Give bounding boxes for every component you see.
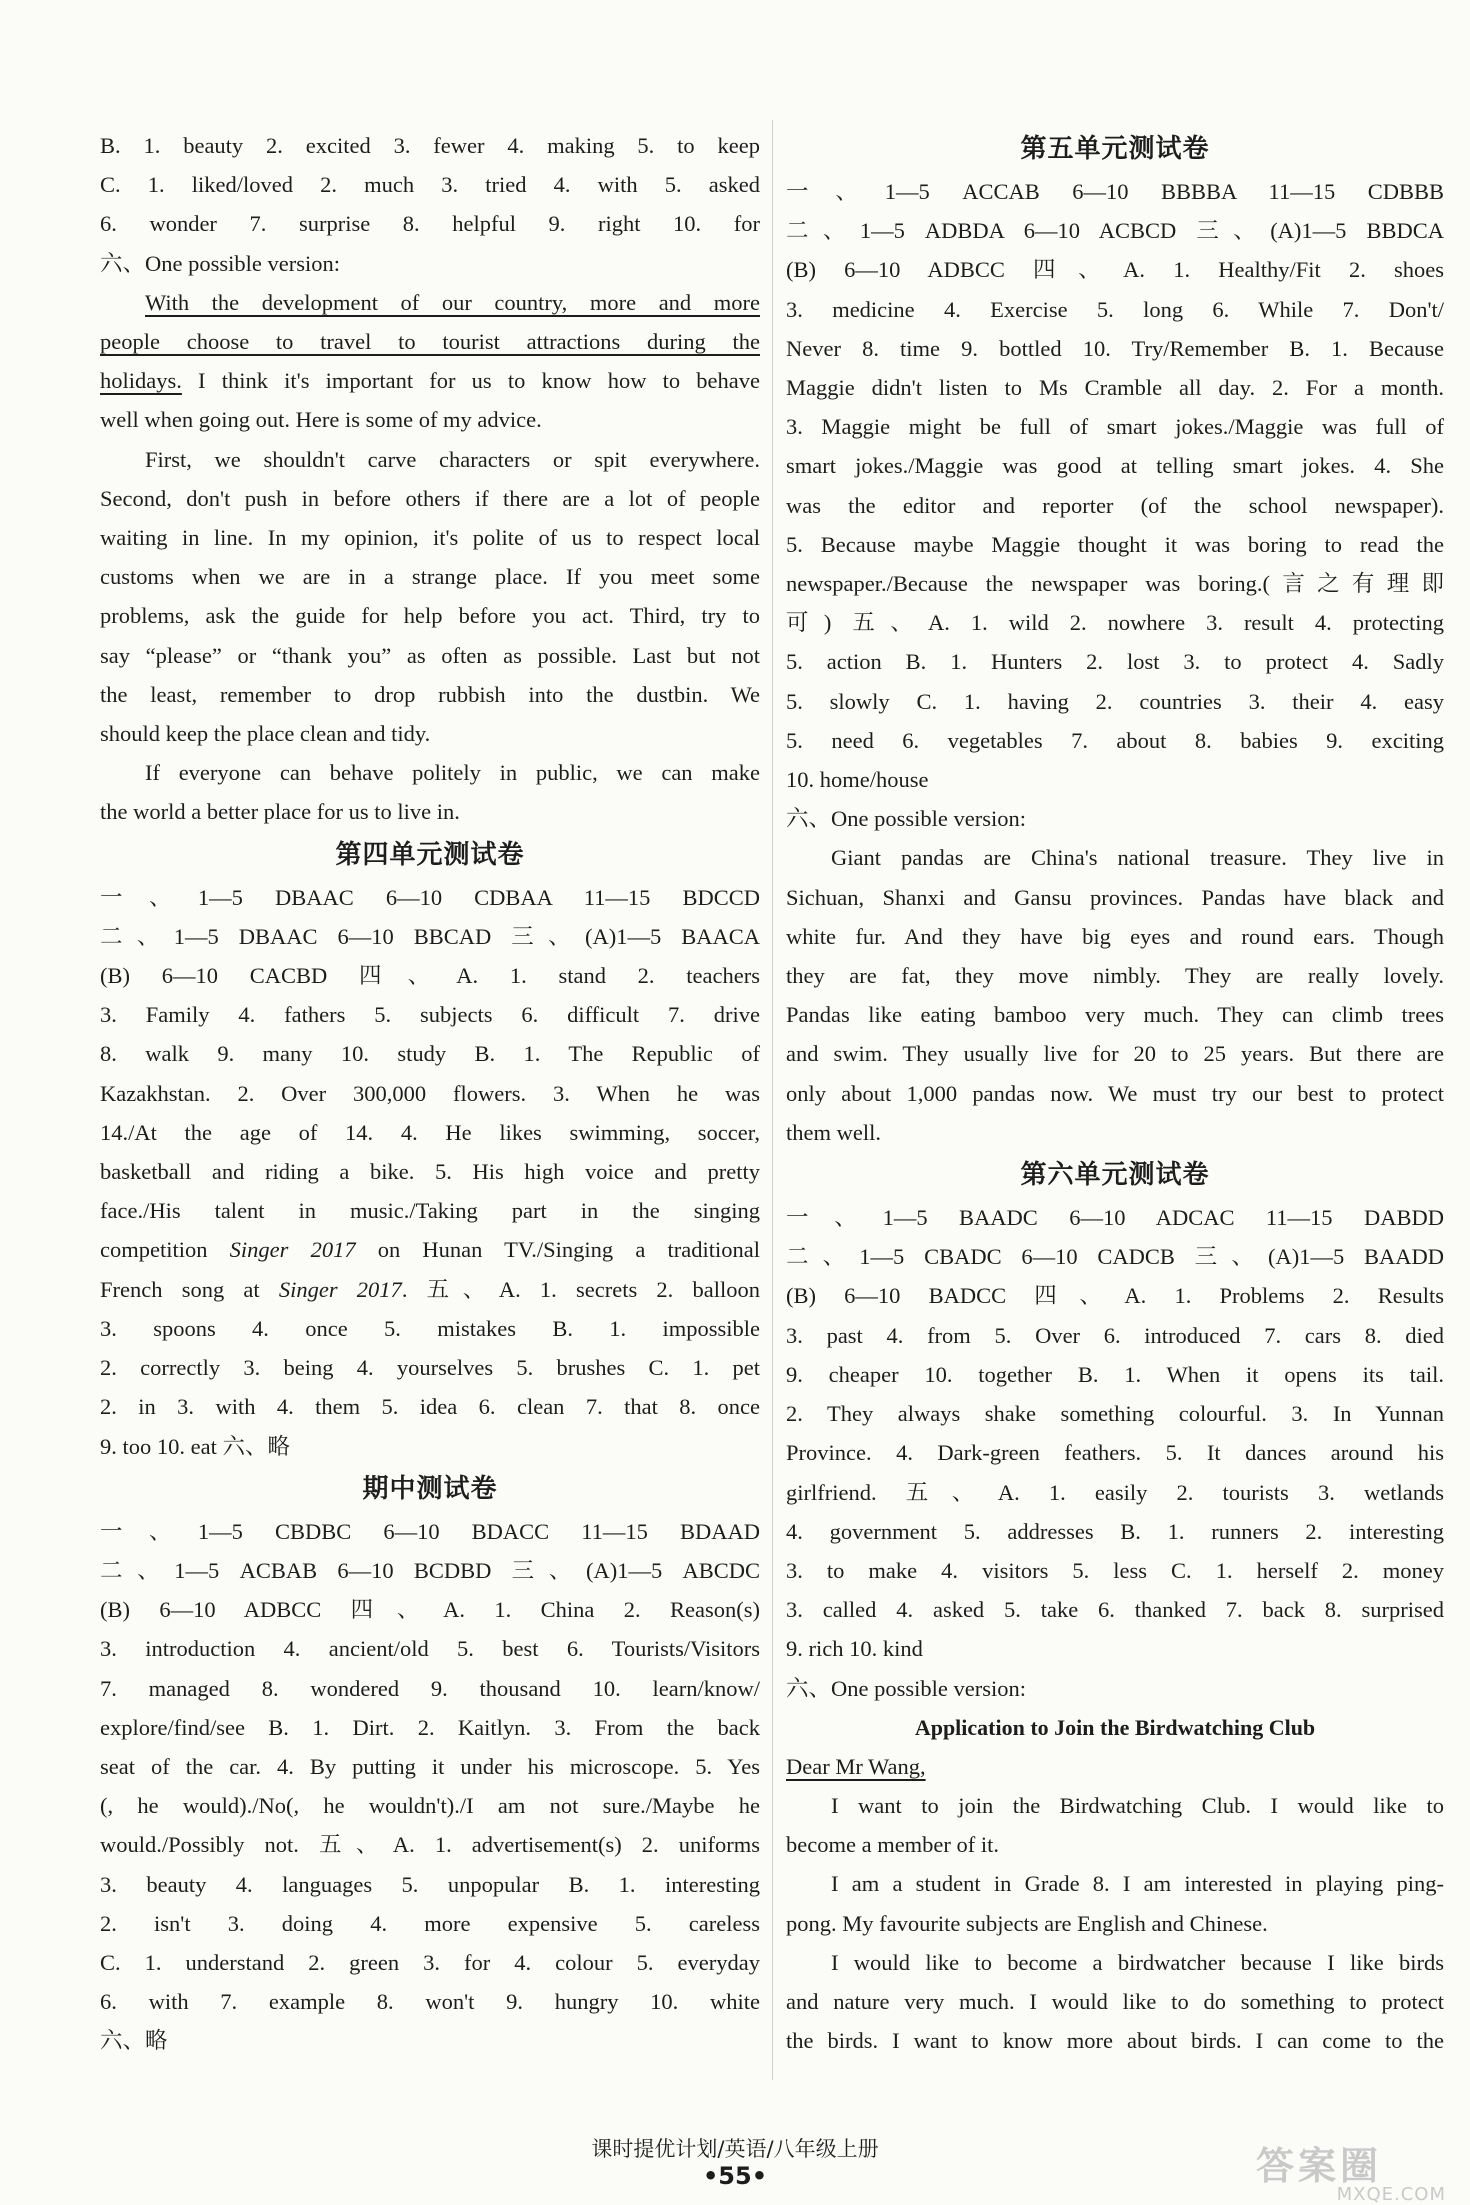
text-line: explore/find/see B. 1. Dirt. 2. Kaitlyn. 3. From the back: [100, 1714, 760, 1740]
answer-line: 6. wonder 7. surprise 8. helpful 9. right 10. for: [100, 211, 760, 237]
text-line: 3. to make 4. visitors 5. less C. 1. herself 2. money: [786, 1557, 1444, 1583]
text-line: 2. They always shake something colourful. 3. In Yunnan: [786, 1401, 1444, 1427]
text-line: girlfriend. 五、A. 1. easily 2. tourists 3. wetlands: [786, 1479, 1444, 1505]
text-line: 2. isn't 3. doing 4. more expensive 5. careless: [100, 1910, 760, 1936]
unit6-title: 第六单元测试卷: [1020, 1160, 1210, 1191]
text-line: 8. walk 9. many 10. study B. 1. The Republic of: [100, 1041, 760, 1067]
text-line: I want to join the Birdwatching Club. I would like to: [831, 1792, 1444, 1818]
text-line: 5. action B. 1. Hunters 2. lost 3. to protect 4. Sadly: [786, 649, 1444, 675]
text-line: 六、One possible version:: [786, 806, 1026, 832]
text-line: they are fat, they move nimbly. They are really lovely.: [786, 963, 1444, 989]
answer-line: B. 1. beauty 2. excited 3. fewer 4. making 5. to keep: [100, 133, 760, 158]
text-line: 3. spoons 4. once 5. mistakes B. 1. impossible: [100, 1315, 760, 1341]
letter-title: Application to Join the Birdwatching Club: [914, 1714, 1316, 1740]
essay-line-underlined: people choose to travel to tourist attractions during the: [100, 329, 760, 355]
text-line: the least, remember to drop rubbish into the dustbin. We: [100, 681, 760, 707]
unit3-answers-continued: [100, 126, 760, 283]
letter-salutation: Dear Mr Wang,: [786, 1753, 926, 1779]
text-line: say “please” or “thank you” as often as possible. Last but not: [100, 642, 760, 668]
text-line: 3. Maggie might be full of smart jokes./Maggie was full of: [786, 414, 1444, 440]
text-line: 9. too 10. eat 六、略: [100, 1433, 290, 1459]
text-line: (B) 6—10 ADBCC 四、A. 1. China 2. Reason(s): [100, 1597, 760, 1623]
text-line: problems, ask the guide for help before you act. Third, try to: [100, 603, 760, 629]
text-line: the world a better place for us to live in.: [100, 799, 460, 825]
text-line: seat of the car. 4. By putting it under his microscope. 5. Yes: [100, 1753, 760, 1779]
text-line: should keep the place clean and tidy.: [100, 721, 431, 747]
page-number: •55•: [702, 2162, 768, 2190]
text-line: 3. introduction 4. ancient/old 5. best 6. Tourists/Visitors: [100, 1636, 760, 1662]
unit4-title: 第四单元测试卷: [335, 839, 525, 870]
page-footer: [0, 2136, 1470, 2190]
text-line: waiting in line. In my opinion, it's polite of us to respect local: [100, 525, 760, 551]
text-line: C. 1. understand 2. green 3. for 4. colour 5. everyday: [100, 1949, 760, 1975]
text-line: white fur. And they have big eyes and round ears. Though: [786, 923, 1444, 949]
watermark-text: 答案圈: [1256, 2144, 1383, 2188]
text-line: 二、1—5 ADBDA 6—10 ACBCD 三、(A)1—5 BBDCA: [786, 218, 1444, 244]
text-line: customs when we are in a strange place. If you meet some: [100, 564, 760, 590]
text-line: 10. home/house: [786, 767, 929, 793]
text-line: 六、略: [100, 2028, 168, 2054]
text-line: Never 8. time 9. bottled 10. Try/Remember B. 1. Because: [786, 335, 1444, 361]
text-line: 一、1—5 BAADC 6—10 ADCAC 11—15 DABDD: [786, 1205, 1444, 1231]
text-line: If everyone can behave politely in public, we can make: [145, 760, 760, 786]
text-line: well when going out. Here is some of my advice.: [100, 407, 542, 433]
text-line: smart jokes./Maggie was good at telling smart jokes. 4. She: [786, 453, 1444, 479]
text-line: Giant pandas are China's national treasure. They live in: [831, 845, 1444, 871]
unit5-answers: [786, 172, 1444, 1152]
version-heading: 六、One possible version:: [100, 250, 340, 276]
text-line: 3. Family 4. fathers 5. subjects 6. difficult 7. drive: [100, 1002, 760, 1028]
text-line: Pandas like eating bamboo very much. They can climb trees: [786, 1002, 1444, 1028]
text-line: 4. government 5. addresses B. 1. runners 2. interesting: [786, 1518, 1444, 1544]
text-line: newspaper./Because the newspaper was boring.(言之有理即: [786, 571, 1444, 597]
text-line: 二、1—5 ACBAB 6—10 BCDBD 三、(A)1—5 ABCDC: [100, 1557, 760, 1583]
text-line: Province. 4. Dark-green feathers. 5. It dances around his: [786, 1440, 1444, 1466]
text-line: 3. beauty 4. languages 5. unpopular B. 1. interesting: [100, 1871, 760, 1897]
text-line: I am a student in Grade 8. I am interested in playing ping-: [831, 1871, 1444, 1897]
midterm-answers: [100, 1512, 760, 2061]
text-line: I would like to become a birdwatcher because I like birds: [831, 1949, 1444, 1975]
text-line: become a member of it.: [786, 1832, 1000, 1858]
text-line: 7. managed 8. wondered 9. thousand 10. learn/know/: [100, 1675, 760, 1701]
text-line: 2. correctly 3. being 4. yourselves 5. brushes C. 1. pet: [100, 1355, 760, 1381]
essay-line-underlined: With the development of our country, more and more: [145, 289, 760, 315]
text-line: pong. My favourite subjects are English and Chinese.: [786, 1910, 1268, 1936]
text-line: (B) 6—10 BADCC 四、A. 1. Problems 2. Results: [786, 1283, 1444, 1309]
answer-line: French song at Singer 2017. 五、A. 1. secrets 2. balloon: [100, 1276, 760, 1302]
text-line: basketball and riding a bike. 5. His high voice and pretty: [100, 1159, 760, 1185]
text-line: Maggie didn't listen to Ms Cramble all day. 2. For a month.: [786, 375, 1444, 401]
unit4-answers: [100, 878, 760, 1466]
text-line: the birds. I want to know more about birds. I can come to the: [786, 2028, 1444, 2054]
text-line: 可) 五、A. 1. wild 2. nowhere 3. result 4. protecting: [786, 610, 1444, 636]
text-line: 9. cheaper 10. together B. 1. When it opens its tail.: [786, 1361, 1444, 1387]
answer-line: C. 1. liked/loved 2. much 3. tried 4. with 5. asked: [100, 172, 760, 198]
text-line: 9. rich 10. kind: [786, 1636, 923, 1662]
text-line: 二、1—5 CBADC 6—10 CADCB 三、(A)1—5 BAADD: [786, 1244, 1444, 1270]
text-line: and swim. They usually live for 20 to 25 years. But there are: [786, 1041, 1444, 1067]
text-line: them well.: [786, 1119, 881, 1145]
right-column: [786, 126, 1444, 2060]
text-line: 一、1—5 ACCAB 6—10 BBBBA 11—15 CDBBB: [786, 179, 1444, 204]
left-column: [100, 126, 760, 2061]
midterm-title: 期中测试卷: [362, 1473, 498, 1504]
text-line: First, we shouldn't carve characters or spit everywhere.: [145, 446, 760, 472]
text-line: 六、One possible version:: [786, 1675, 1026, 1701]
essay-travel-manners: [100, 283, 760, 832]
text-line: 3. past 4. from 5. Over 6. introduced 7. cars 8. died: [786, 1322, 1444, 1348]
text-line: was the editor and reporter (of the school newspaper).: [786, 492, 1444, 518]
text-line: Kazakhstan. 2. Over 300,000 flowers. 3. When he was: [100, 1080, 760, 1106]
text-line: 6. with 7. example 8. won't 9. hungry 10. white: [100, 1989, 760, 2015]
essay-line: holidays. I think it's important for us to know how to behave: [100, 368, 760, 394]
text-line: Second, don't push in before others if there are a lot of people: [100, 485, 760, 511]
text-line: 5. Because maybe Maggie thought it was boring to read the: [786, 531, 1444, 557]
text-line: 一、1—5 DBAAC 6—10 CDBAA 11—15 BDCCD: [100, 884, 760, 910]
text-line: 2. in 3. with 4. them 5. idea 6. clean 7. that 8. once: [100, 1394, 760, 1420]
watermark-site: MXQE.COM: [1336, 2184, 1446, 2205]
text-line: and nature very much. I would like to do something to protect: [786, 1988, 1444, 2014]
answer-line: competition Singer 2017 on Hunan TV./Singing a traditional: [100, 1237, 760, 1263]
watermark-logo: [1256, 2135, 1446, 2205]
letter-body: [786, 1786, 1444, 2060]
text-line: Sichuan, Shanxi and Gansu provinces. Pandas have black and: [786, 884, 1444, 910]
unit6-answers: [786, 1198, 1444, 1708]
text-line: 5. need 6. vegetables 7. about 8. babies 9. exciting: [786, 727, 1444, 753]
text-line: 14./At the age of 14. 4. He likes swimming, soccer,: [100, 1119, 760, 1145]
text-line: (, he would)./No(, he wouldn't)./I am not sure./Maybe he: [100, 1793, 760, 1819]
text-line: 一、1—5 CBDBC 6—10 BDACC 11—15 BDAAD: [100, 1518, 760, 1544]
text-line: 二、1—5 DBAAC 6—10 BBCAD 三、(A)1—5 BAACA: [100, 923, 760, 949]
text-line: face./His talent in music./Taking part in the singing: [100, 1198, 760, 1224]
text-line: (B) 6—10 CACBD 四、A. 1. stand 2. teachers: [100, 963, 760, 989]
text-line: 5. slowly C. 1. having 2. countries 3. their 4. easy: [786, 688, 1444, 714]
text-line: would./Possibly not. 五、A. 1. advertisement(s) 2. uniforms: [100, 1832, 760, 1858]
text-line: 3. medicine 4. Exercise 5. long 6. While 7. Don't/: [786, 296, 1444, 322]
text-line: (B) 6—10 ADBCC 四、A. 1. Healthy/Fit 2. shoes: [786, 257, 1444, 283]
text-line: only about 1,000 pandas now. We must try our best to protect: [786, 1080, 1444, 1106]
column-divider: [772, 120, 773, 2080]
book-title: 课时提优计划/英语/八年级上册: [591, 2137, 879, 2161]
text-line: 3. called 4. asked 5. take 6. thanked 7. back 8. surprised: [786, 1597, 1444, 1623]
unit5-title: 第五单元测试卷: [1020, 134, 1210, 164]
